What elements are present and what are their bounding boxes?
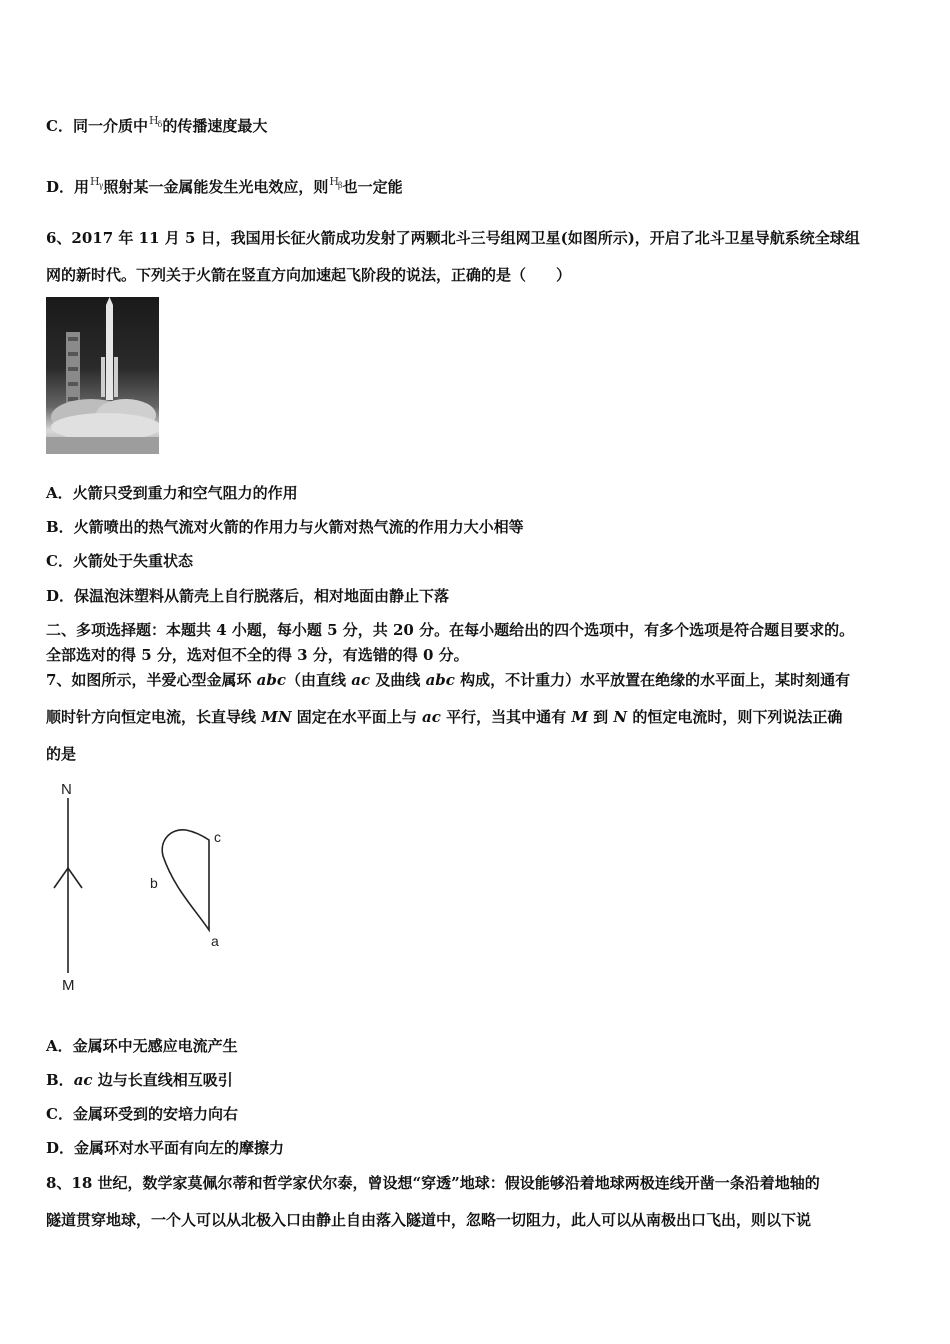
q7-option-a: A．金属环中无感应电流产生 xyxy=(46,1037,238,1055)
label-b: b xyxy=(150,875,158,891)
h-delta-symbol: Hδ xyxy=(148,114,162,130)
q7-diagram xyxy=(46,778,246,998)
q6-option-c: C．火箭处于失重状态 xyxy=(46,552,193,570)
q8-stem-line1: 8、18 世纪，数学家莫佩尔蒂和哲学家伏尔泰，曾设想“穿透”地球：假设能够沿着地球两极连线开凿一条沿着地轴的 xyxy=(46,1174,820,1192)
rocket-launch-photo xyxy=(46,297,159,454)
q7-stem-line2: 顺时针方向恒定电流，长直导线 MN 固定在水平面上与 ac 平行，当其中通有 M 到 N 的恒定电流时，则下列说法正确 xyxy=(46,708,843,726)
q5-option-c: C．同一介质中$^{H_\delta}$的传播速度最大 xyxy=(46,114,268,135)
q6-option-a: A．火箭只受到重力和空气阻力的作用 xyxy=(46,484,298,502)
h-beta-symbol: Hβ xyxy=(329,175,342,191)
section2-heading-line2: 全部选对的得 5 分，选对但不全的得 3 分，有选错的得 0 分。 xyxy=(46,646,469,664)
section2-heading-line1: 二、多项选择题：本题共 4 小题，每小题 5 分，共 20 分。在每小题给出的四个选项中，有多个选项是符合题目要求的。 xyxy=(46,621,855,639)
q6-stem-line2: 网的新时代。下列关于火箭在竖直方向加速起飞阶段的说法，正确的是（ ） xyxy=(46,266,572,284)
label-n: N xyxy=(61,781,72,798)
q7-option-d: D．金属环对水平面有向左的摩擦力 xyxy=(46,1139,285,1157)
q8-stem-line2: 隧道贯穿地球，一个人可以从北极入口由静止自由落入隧道中，忽略一切阻力，此人可以从南极出口飞出，则以下说 xyxy=(46,1211,812,1229)
q6-option-b: B．火箭喷出的热气流对火箭的作用力与火箭对热气流的作用力大小相等 xyxy=(46,518,524,536)
q6-option-d: D．保温泡沫塑料从箭壳上自行脱落后，相对地面由静止下落 xyxy=(46,587,450,605)
q7-stem-line3: 的是 xyxy=(46,745,77,763)
label-c: c xyxy=(214,829,221,845)
label-m: M xyxy=(62,977,75,994)
q7-stem-line1: 7、如图所示，半爱心型金属环 abc（由直线 ac 及曲线 abc 构成，不计重力）水平放置在绝缘的水平面上，某时刻通有 xyxy=(46,671,851,689)
q6-stem-line1: 6、2017 年 11 月 5 日，我国用长征火箭成功发射了两颗北斗三号组网卫星(如图所示)，开启了北斗卫星导航系统全球组 xyxy=(46,229,860,247)
q5-option-d: D．用$^{H_\gamma}$照射某一金属能发生光电效应，则$^{H_\beta}$也一定能 xyxy=(46,175,403,196)
metal-ring-abc xyxy=(162,830,209,930)
h-gamma-symbol: Hγ xyxy=(90,175,103,191)
q7-option-c: C．金属环受到的安培力向右 xyxy=(46,1105,238,1123)
q7-option-b: B．ac 边与长直线相互吸引 xyxy=(46,1071,233,1089)
label-a: a xyxy=(211,933,219,949)
